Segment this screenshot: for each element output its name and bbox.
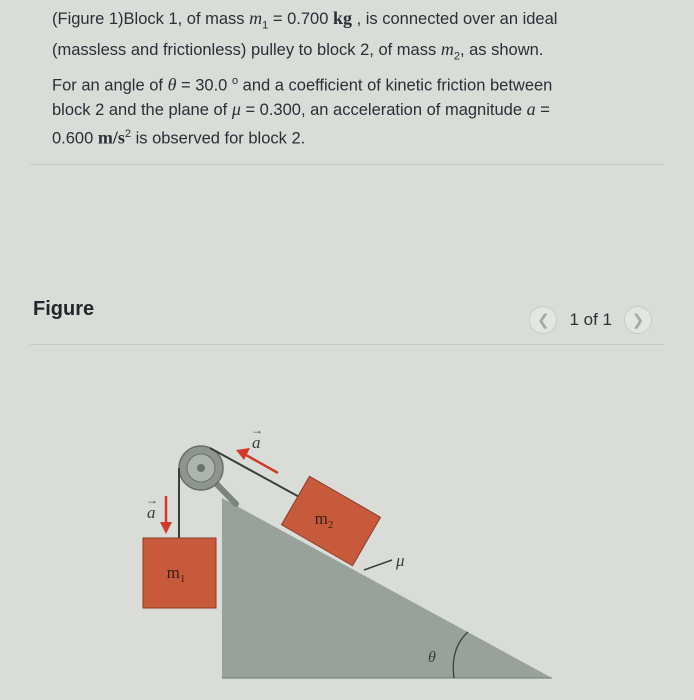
problem-line-2: (massless and frictionless) pulley to block 2, of mass $m_2$, as shown. xyxy=(52,39,544,63)
accel-label-block-1: a xyxy=(147,503,156,522)
inclined-plane xyxy=(222,498,552,678)
problem-statement xyxy=(52,6,652,151)
figure-pager xyxy=(529,306,652,334)
chevron-left-icon: ❮ xyxy=(537,312,550,329)
pulley-incline-diagram xyxy=(0,400,694,700)
pulley-axle xyxy=(197,464,205,472)
block-2-label: $m_2$ xyxy=(314,509,334,531)
section-divider xyxy=(30,164,664,165)
figure-page-count: 1 of 1 xyxy=(569,310,612,329)
block-1-label: $m_1$ xyxy=(166,563,186,585)
figure-heading: Figure xyxy=(33,298,95,320)
accel-arrowhead-up-incline xyxy=(236,448,250,460)
problem-line-5: 0.600 $m/s^2$ is observed for block 2. xyxy=(52,127,306,148)
accel-label-block-2: a xyxy=(252,433,261,452)
problem-line-4: block 2 and the plane of μ = 0.300, an acceleration of magnitude a = xyxy=(52,99,550,120)
accel-arrowhead-down xyxy=(160,522,172,534)
mu-pointer-line xyxy=(364,560,392,570)
problem-line-3: For an angle of θ = 30.0 $^o$ and a coefficient of kinetic friction between xyxy=(52,74,553,95)
theta-label: θ xyxy=(428,649,436,666)
mu-label: μ xyxy=(396,551,405,570)
vector-arrow-icon: → xyxy=(146,493,158,507)
problem-line-1: (Figure 1)Block 1, of mass $m_1 = 0.700$ kg , is connected over an ideal xyxy=(52,8,558,32)
figure-divider xyxy=(30,344,664,345)
chevron-right-icon: ❯ xyxy=(631,312,645,329)
prev-figure-button[interactable] xyxy=(529,306,557,334)
vector-arrow-icon: → xyxy=(251,423,263,437)
next-figure-button[interactable] xyxy=(624,306,652,334)
